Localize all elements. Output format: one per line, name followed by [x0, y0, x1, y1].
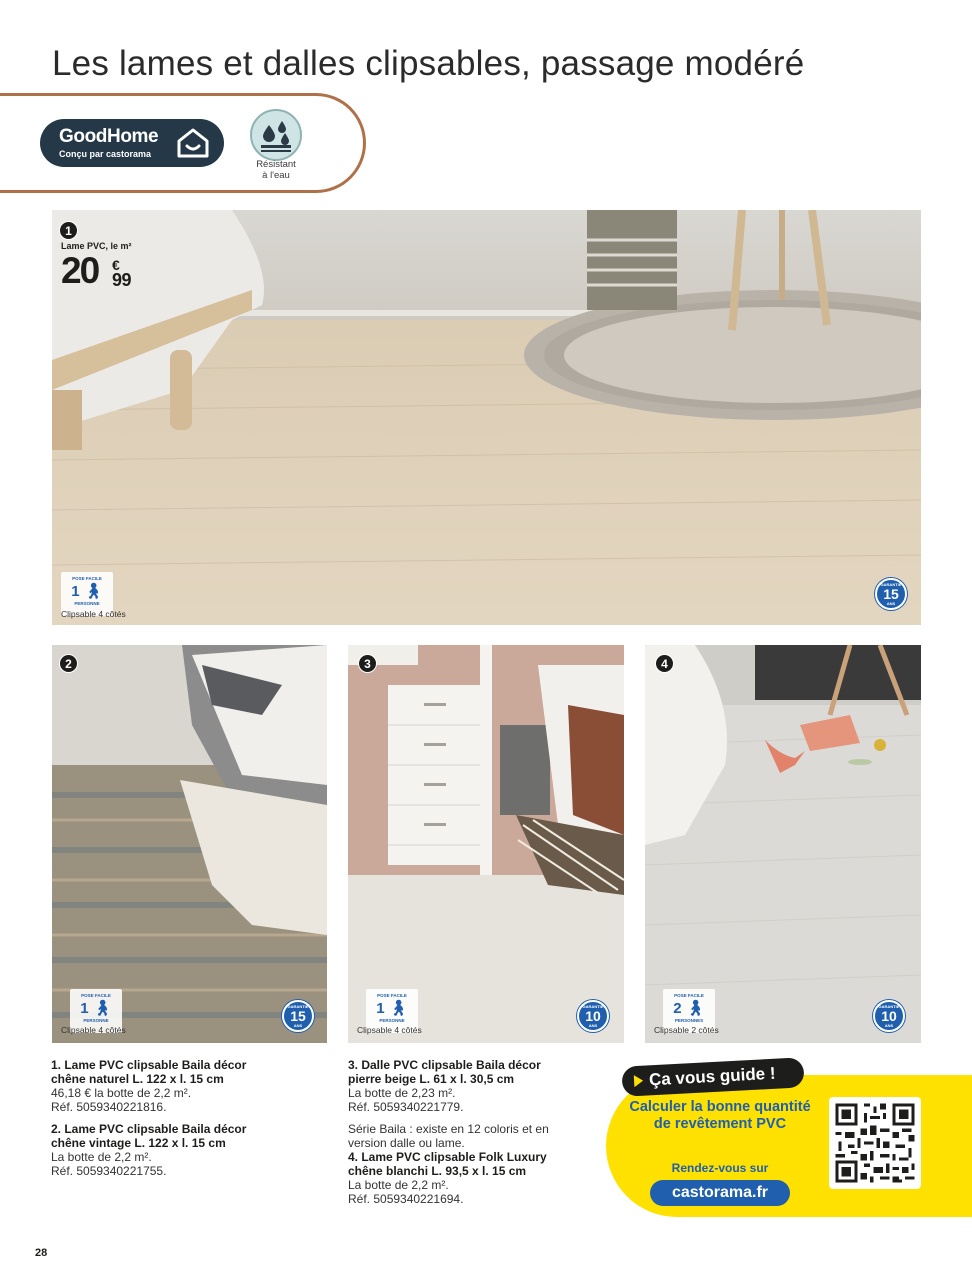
product-description: [348, 1058, 576, 1206]
pose-facile-badge: POSE FACILE 1 🚶︎ PERSONNE: [366, 989, 418, 1033]
page-number: 28: [35, 1247, 48, 1259]
guide-tag: Ça vous guide !: [621, 1057, 804, 1096]
person-icon: 1 🚶︎: [80, 1000, 112, 1017]
clipsable-label: Clipsable 2 côtés: [654, 1025, 719, 1035]
series-note: Série Baila : existe en 12 coloris et en version dalle ou lame.: [348, 1122, 549, 1150]
person-icon: 2 🚶︎: [673, 1000, 705, 1017]
product-title: 4. Lame PVC clipsable Folk Luxury chêne blanchi L. 93,5 x l. 15 cm: [348, 1150, 547, 1178]
person-icon: 1 🚶︎: [71, 583, 103, 600]
photo-number-badge: 1: [59, 221, 78, 240]
product-ref: Réf. 5059340221779.: [348, 1100, 464, 1114]
clipsable-label: Clipsable 4 côtés: [61, 609, 126, 619]
product-price: La botte de 2,2 m².: [348, 1178, 449, 1192]
guide-subtext: Rendez-vous sur: [671, 1161, 769, 1175]
castorama-link[interactable]: castorama.fr: [650, 1180, 790, 1206]
play-arrow-icon: [634, 1075, 644, 1087]
product-price: La botte de 2,23 m².: [348, 1086, 456, 1100]
product-photo-4: [645, 645, 921, 1043]
product-ref: Réf. 5059340221694.: [348, 1192, 464, 1206]
goodhome-logo: [40, 119, 224, 167]
page-title: Les lames et dalles clipsables, passage modéré: [52, 44, 805, 83]
clipsable-label: Clipsable 4 côtés: [61, 1025, 126, 1035]
product-title: 1. Lame PVC clipsable Baila décor chêne naturel L. 122 x l. 15 cm: [51, 1058, 247, 1086]
house-icon: [176, 127, 210, 159]
pose-facile-badge: POSE FACILE 2 🚶︎ PERSONNES: [663, 989, 715, 1033]
water-drops-icon: [250, 109, 302, 161]
guarantee-badge: GARANTIE 15 ANS: [875, 578, 907, 610]
guide-headline: Calculer la bonne quantité de revêtement PVC: [629, 1099, 811, 1132]
price-cents: 99: [112, 270, 132, 290]
product-ref: Réf. 5059340221755.: [51, 1164, 167, 1178]
product-photo-2: [52, 645, 327, 1043]
person-icon: 1 🚶︎: [376, 1000, 408, 1017]
price-integer: 20: [61, 250, 99, 291]
guarantee-badge: GARANTIE 10 ANS: [873, 1000, 905, 1032]
pose-facile-badge: POSE FACILE 1 🚶︎ PERSONNE: [70, 989, 122, 1033]
product-description: [51, 1058, 281, 1178]
photo-number-badge: 4: [655, 654, 674, 673]
product-price: 46,18 € la botte de 2,2 m².: [51, 1086, 192, 1100]
product-title: 2. Lame PVC clipsable Baila décor chêne vintage L. 122 x l. 15 cm: [51, 1122, 247, 1150]
brand-name: GoodHome: [59, 126, 159, 147]
qr-code-icon[interactable]: [829, 1097, 921, 1189]
guarantee-badge: GARANTIE 10 ANS: [577, 1000, 609, 1032]
product-title: 3. Dalle PVC clipsable Baila décor pierre beige L. 61 x l. 30,5 cm: [348, 1058, 541, 1086]
photo-number-badge: 2: [59, 654, 78, 673]
product-ref: Réf. 5059340221816.: [51, 1100, 167, 1114]
photo-number-badge: 3: [358, 654, 377, 673]
pose-facile-badge: POSE FACILE 1 🚶︎ PERSONNE: [61, 572, 113, 616]
hero-photo: [52, 210, 921, 625]
product-price: La botte de 2,2 m².: [51, 1150, 152, 1164]
brand-tagline: Conçu par castorama: [59, 149, 152, 159]
guarantee-badge: GARANTIE 15 ANS: [282, 1000, 314, 1032]
product-photo-3: [348, 645, 624, 1043]
clipsable-label: Clipsable 4 côtés: [357, 1025, 422, 1035]
price-currency: €: [112, 257, 120, 273]
water-resistant-label: Résistant à l'eau: [256, 159, 296, 181]
price-label: Lame PVC, le m²: [61, 241, 132, 251]
